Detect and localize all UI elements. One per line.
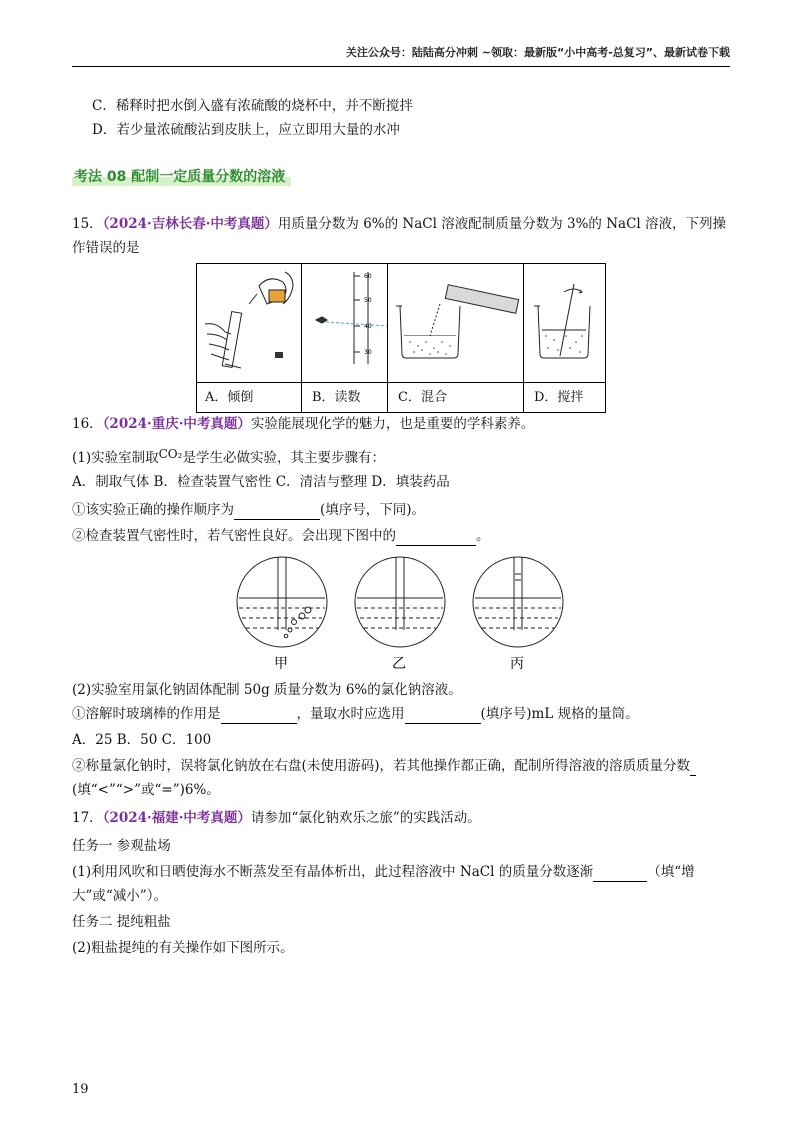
q15-cell-a	[197, 264, 301, 412]
q16-steps: A．制取气体 B．检查装置气密性 C．清洁与整理 D．填装药品	[72, 474, 450, 490]
q15-cell-c	[387, 264, 524, 412]
q17-task1: 任务一 参观盐场	[72, 838, 171, 854]
q17-source-tag: （2024·福建·中考真题）	[102, 810, 251, 826]
q15-caption-b: B．读数	[312, 390, 361, 405]
q16-part2: (2)实验室用氯化钠固体配制 50g 质量分数为 6%的氯化钠溶液。	[72, 682, 462, 698]
q16-sub2-pre: ②检查装置气密性时，若气密性良好。会出现下图中的	[72, 528, 396, 544]
q15-text: 用质量分数为 6%的 NaCl 溶液配制质量分数为 3%的 NaCl 溶液，下列操	[277, 216, 727, 232]
q16-sub2-post: 。	[476, 528, 490, 544]
pouring-illustration	[197, 264, 301, 382]
co2-formula: CO₂	[158, 447, 183, 461]
page-header: 关注公众号：陆陆高分冲刺 ~领取：最新版“小中高考-总复习”、最新试卷下载	[345, 46, 730, 59]
label-jia: 甲	[274, 656, 288, 672]
q16-sub1-pre: ①该实验正确的操作顺序为	[72, 502, 234, 518]
q15-caption-a: A．倾倒	[205, 390, 254, 405]
q17-part1-line2: 大”或“减小”）。	[72, 888, 167, 904]
q16-choices: A．25 B．50 C．100	[72, 732, 212, 748]
answer-blank-2[interactable]	[396, 530, 476, 546]
scale-label-60: 60	[364, 273, 372, 280]
q16-part1-pre: (1)实验室制取	[72, 450, 159, 466]
q16-sub3-mid: ，量取水时应选用	[296, 706, 405, 722]
q17-number: 17．	[72, 810, 103, 826]
section-heading: 考法 08 配制一定质量分数的溶液	[72, 166, 291, 186]
q15-cell-b	[301, 264, 388, 412]
stopper-shape	[275, 352, 283, 358]
answer-blank-6[interactable]	[593, 866, 647, 882]
q16-sub3-post: (填序号)mL 规格的量筒。	[480, 706, 639, 722]
q16-part1-post: 是学生必做实验，其主要步骤有：	[182, 450, 385, 466]
label-bing: 丙	[510, 656, 524, 672]
q16-sub1	[72, 500, 425, 520]
q16-text: 实验能展现化学的魅力，也是重要的学科素养。	[250, 416, 535, 432]
label-yi: 乙	[392, 656, 406, 672]
caption-divider	[197, 382, 605, 383]
scale-label-40: 40	[364, 323, 372, 330]
q16-part1	[72, 444, 385, 468]
q17-part1-pre: (1)利用风吹和日晒使海水不断蒸发至有晶体析出，此过程溶液中 NaCl 的质量分数逐渐	[72, 864, 594, 880]
answer-blank-3[interactable]	[221, 708, 297, 724]
q16-source-tag: （2024·重庆·中考真题）	[102, 416, 251, 432]
q17-text: 请参加“氯化钠欢乐之旅”的实践活动。	[250, 810, 481, 826]
q16-sub3	[72, 704, 639, 724]
q17-task2: 任务二 提纯粗盐	[72, 914, 171, 930]
option-d: D．若少量浓硫酸沾到皮肤上，应立即用大量的水冲	[92, 122, 400, 138]
q15-caption-c: C．混合	[398, 390, 447, 405]
q16-number: 16．	[72, 416, 103, 432]
scale-label-50: 50	[364, 297, 372, 304]
q16-sub4-line2: (填“<”“>”或“=”)6%。	[72, 782, 220, 798]
q16-sub4	[72, 756, 696, 776]
stirring-illustration	[524, 264, 606, 382]
answer-blank-1[interactable]	[234, 504, 320, 520]
q17-part1	[72, 862, 695, 882]
answer-blank-4[interactable]	[405, 708, 481, 724]
q15-number: 15．	[72, 216, 103, 232]
q15-stem-line2: 作错误的是	[72, 240, 140, 256]
circles-illustration	[236, 552, 566, 676]
q15-source-tag: （2024·吉林长春·中考真题）	[102, 216, 278, 232]
q16-sub3-pre: ①溶解时玻璃棒的作用是	[72, 706, 221, 722]
q17-part2: (2)粗盐提纯的有关操作如下图所示。	[72, 940, 294, 956]
q15-figure-table	[196, 263, 606, 413]
q17-stem	[72, 808, 481, 828]
reading-illustration	[302, 264, 388, 382]
option-c: C．稀释时把水倒入盛有浓硫酸的烧杯中，并不断搅拌	[92, 98, 413, 114]
header-rule	[72, 66, 730, 67]
q16-sub1-post: (填序号，下同)。	[320, 502, 426, 518]
mixing-illustration	[388, 264, 524, 382]
answer-blank-5[interactable]	[690, 760, 696, 776]
q15-caption-d: D．搅拌	[534, 390, 584, 405]
airtightness-figure	[236, 552, 566, 676]
q16-stem	[72, 414, 534, 434]
q15-stem	[72, 214, 726, 234]
q17-part1-post: （填“增	[647, 864, 695, 880]
q16-sub2	[72, 526, 490, 546]
scale-label-30: 30	[364, 349, 372, 356]
page-number: 19	[72, 1082, 89, 1097]
q15-cell-d	[523, 264, 606, 412]
q16-sub4-text: ②称量氯化钠时，误将氯化钠放在右盘(未使用游码)，若其他操作都正确，配制所得溶液的溶质质量分数	[72, 758, 691, 774]
